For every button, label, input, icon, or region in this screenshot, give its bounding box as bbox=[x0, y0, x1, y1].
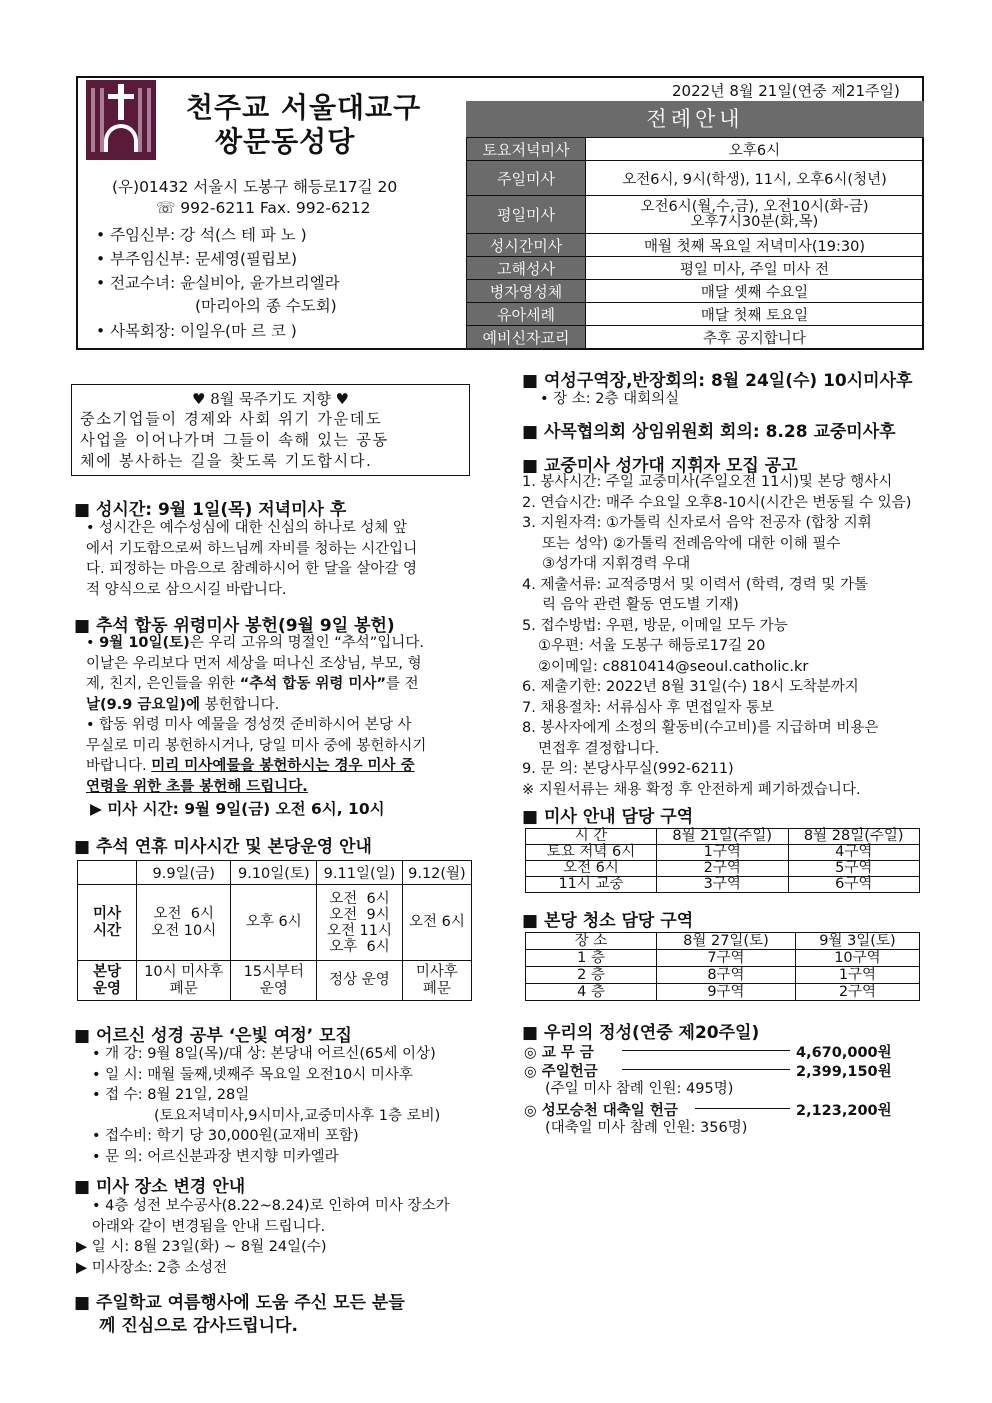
offering-amount: 4,670,000원 bbox=[796, 1045, 892, 1061]
liturgy-label: 성시간미사 bbox=[467, 234, 586, 257]
offering-label: ◎ 성모승천 대축일 헌금 bbox=[524, 1103, 678, 1119]
mass-duty-cell: 4구역 bbox=[788, 845, 920, 861]
staff-order: (마리아의 종 수도회) bbox=[195, 297, 337, 315]
cleaning-heading: ■ 본당 청소 담당 구역 bbox=[522, 911, 694, 931]
offering-note: (대축일 미사 참례 인원: 356명) bbox=[545, 1120, 748, 1136]
holiday-row-label: 본당 운영 bbox=[78, 961, 137, 1001]
holiday-cell: 오후 6시 bbox=[231, 885, 317, 961]
mass-duty-cell: 오전 6시 bbox=[526, 861, 657, 877]
liturgy-value: 오후6시 bbox=[586, 138, 924, 161]
holiday-col: 9.10일(토) bbox=[231, 861, 317, 885]
liturgy-label: 토요저녁미사 bbox=[467, 138, 586, 161]
staff-sisters: • 전교수녀: 윤실비아, 윤가브리엘라 bbox=[96, 274, 340, 292]
holiday-cell: 미사후 폐문 bbox=[402, 961, 471, 1001]
cleaning-cell: 8구역 bbox=[657, 967, 796, 984]
chuseok-mass-time: ▶ 미사 시간: 9월 9일(금) 오전 6시, 10시 bbox=[90, 800, 385, 818]
liturgy-value: 오전6시, 9시(학생), 11시, 오후6시(청년) bbox=[586, 161, 924, 196]
women-meeting-place: • 장 소: 2층 대회의실 bbox=[540, 391, 680, 407]
cleaning-col: 장 소 bbox=[526, 933, 657, 950]
mass-duty-col: 8월 21일(주일) bbox=[657, 829, 789, 845]
liturgy-label: 평일미사 bbox=[467, 196, 586, 234]
thanks-line1: ■ 주일학교 여름행사에 도움 주신 모든 분들 bbox=[74, 1293, 405, 1313]
cleaning-cell: 10구역 bbox=[795, 950, 919, 967]
cleaning-cell: 7구역 bbox=[657, 950, 796, 967]
mass-duty-col: 시 간 bbox=[526, 829, 657, 845]
cleaning-cell: 1 층 bbox=[526, 950, 657, 967]
rosary-intention-line: 사업을 이어나가며 그들이 속해 있는 공동 bbox=[80, 431, 389, 449]
mass-duty-heading: ■ 미사 안내 담당 구역 bbox=[522, 807, 694, 827]
mass-duty-cell: 6구역 bbox=[788, 877, 920, 893]
holy-hour-text: • 성시간은 예수성심에 대한 신심의 하나로 성체 앞 에서 기도함으로써 하느님께 자비를 청하는 시간입니 다. 피정하는 마음으로 참례하시어 한 달을 살아갈 영 적 양식으로 삼으시길 바랍니다. bbox=[86, 520, 418, 598]
rosary-intention-box bbox=[71, 384, 470, 476]
church-name-line1: 천주교 서울대교구 bbox=[186, 91, 422, 124]
liturgy-title: 전례안내 bbox=[466, 101, 924, 137]
choir-heading: ■ 교중미사 성가대 지휘자 모집 공고 bbox=[522, 456, 798, 476]
staff-pastor: • 주임신부: 강 석(스 테 파 노 ) bbox=[96, 226, 307, 244]
holiday-col: 9.12(월) bbox=[402, 861, 471, 885]
holiday-heading: ■ 추석 연휴 미사시간 및 본당운영 안내 bbox=[74, 837, 372, 857]
holiday-cell: 15시부터 운영 bbox=[231, 961, 317, 1001]
holiday-row-label: 미사 시간 bbox=[78, 885, 137, 961]
choir-text: 1. 봉사시간: 주일 교중미사(주일오전 11시)및 본당 행사시 2. 연습시간: 매주 수요일 오후8-10시(시간은 변동될 수 있음) 3. 지원자격: ①가톨릭 신자로서 음악 전공자 (합창 지휘 또는 성악) ②가톨릭 전례음악에 대한 이해 필수 ③성가대 지휘경력 우대 4. 제출서류: 교적증명서 및 이력서 (학력, 경력 및 가톨 릭 음악 관련 활동 연도별 기재) 5. 접수방법: 우편, 방문, 이메일 모두 가능 ①우편: 서울 도봉구 해등로17길 20 ②이메일: c8810414@seoul.catholic.kr 6. 제출기한: 2022년 8월 31일(수) 18시 도착분까지 7. 채용절차: 서류심사 후 면접일자 통보 8. 봉사자에게 소정의 활동비(수고비)를 지급하며 비용은 면접후 결정합니다. 9. 문 의: 본당사무실(992-6211) ※ 지원서류는 채용 확정 후 안전하게 폐기하겠습니다. bbox=[522, 474, 912, 798]
offering-label: ◎ 주일헌금 bbox=[524, 1064, 598, 1080]
holy-hour-heading: ■ 성시간: 9월 1일(목) 저녁미사 후 bbox=[74, 500, 347, 520]
holiday-col: 9.9일(금) bbox=[137, 861, 231, 885]
mass-duty-cell: 3구역 bbox=[657, 877, 789, 893]
offering-leader-line bbox=[622, 1069, 790, 1070]
cleaning-col: 9월 3일(토) bbox=[795, 933, 919, 950]
cleaning-cell: 2 층 bbox=[526, 967, 657, 984]
liturgy-label: 고해성사 bbox=[467, 257, 586, 280]
liturgy-value: 오전6시(월,수,금), 오전10시(화-금) 오후7시30분(화,목) bbox=[586, 196, 924, 234]
cleaning-cell: 2구역 bbox=[795, 984, 919, 1001]
liturgy-label: 병자영성체 bbox=[467, 280, 586, 303]
mass-duty-cell: 토요 저녁 6시 bbox=[526, 845, 657, 861]
cleaning-cell: 9구역 bbox=[657, 984, 796, 1001]
offering-heading: ■ 우리의 정성(연중 제20주일) bbox=[522, 1023, 760, 1043]
thanks-line2: 께 진심으로 감사드립니다. bbox=[99, 1316, 298, 1336]
liturgy-value: 평일 미사, 주일 미사 전 bbox=[586, 257, 924, 280]
chuseok-mass-text: • 9월 10일(토)은 우리 고유의 명절인 “추석”입니다. 이날은 우리보다 먼저 세상을 떠나신 조상님, 부모, 형 제, 친지, 은인들을 위한 “추석 합동 위령 미사”를 전 날(9.9 금요일)에 봉헌합니다. • 합동 위령 미사 예물을 정성껏 준비하시어 본당 사 무실로 미리 봉헌하시거나, 당일 미사 중에 봉헌하시기 바랍니다. 미리 미사예물을 봉헌하시는 경우 미사 중 연령을 위한 초를 봉헌해 드립니다. bbox=[86, 635, 427, 795]
women-meeting-heading: ■ 여성구역장,반장회의: 8월 24일(수) 10시미사후 bbox=[522, 371, 913, 391]
venue-change-text: • 4층 성전 보수공사(8.22~8.24)로 인하여 미사 장소가 아래와 같이 변경됨을 안내 드립니다. ▶ 일 시: 8월 23일(화) ~ 8월 24일(수) ▶ 미사장소: 2층 소성전 bbox=[76, 1198, 450, 1276]
liturgy-value: 추후 공지합니다 bbox=[586, 326, 924, 349]
staff-council: • 사목회장: 이일우(마 르 코 ) bbox=[96, 322, 297, 340]
council-heading: ■ 사목협의회 상임위원회 회의: 8.28 교중미사후 bbox=[522, 422, 896, 442]
liturgy-label: 유아세례 bbox=[467, 303, 586, 326]
bible-study-text: • 개 강: 9월 8일(목)/대 상: 본당내 어르신(65세 이상) • 일 시: 매월 둘째,넷째주 목요일 오전10시 미사후 • 접 수: 8월 21일, 28일 (토요저녁미사,9시미사,교중미사후 1층 로비) • 접수비: 학기 당 30,000원(교재비 포함) • 문 의: 어르신분과장 변지향 미카엘라 bbox=[92, 1046, 441, 1165]
chuseok-mass-heading: ■ 추석 합동 위령미사 봉헌(9월 9일 봉헌) bbox=[74, 616, 395, 636]
staff-assistant: • 부주임신부: 문세영(필립보) bbox=[96, 250, 298, 268]
liturgy-value: 매달 셋째 수요일 bbox=[586, 280, 924, 303]
mass-duty-cell: 5구역 bbox=[788, 861, 920, 877]
holiday-table bbox=[77, 860, 472, 1001]
mass-duty-cell: 1구역 bbox=[657, 845, 789, 861]
bulletin-date: 2022년 8월 21일(연중 제21주일) bbox=[672, 82, 900, 100]
phone: ☏ 992-6211 Fax. 992-6212 bbox=[156, 199, 371, 217]
rosary-intention-title: ♥ 8월 묵주기도 지향 ♥ bbox=[192, 390, 349, 408]
liturgy-label: 예비신자교리 bbox=[467, 326, 586, 349]
holiday-cell: 10시 미사후 폐문 bbox=[137, 961, 231, 1001]
offering-amount: 2,399,150원 bbox=[796, 1064, 892, 1080]
cleaning-table bbox=[525, 932, 920, 1001]
cleaning-cell: 4 층 bbox=[526, 984, 657, 1001]
rosary-intention-line: 중소기업들이 경제와 사회 위기 가운데도 bbox=[80, 410, 383, 428]
offering-leader-line bbox=[622, 1050, 790, 1051]
offering-leader-line bbox=[695, 1108, 790, 1109]
liturgy-value: 매월 첫째 목요일 저녁미사(19:30) bbox=[586, 234, 924, 257]
offering-amount: 2,123,200원 bbox=[796, 1103, 892, 1119]
liturgy-value: 매달 첫째 토요일 bbox=[586, 303, 924, 326]
holiday-cell: 오전 6시 오전 10시 bbox=[137, 885, 231, 961]
venue-change-heading: ■ 미사 장소 변경 안내 bbox=[74, 1177, 246, 1197]
bible-study-heading: ■ 어르신 성경 공부 ‘은빛 여정’ 모집 bbox=[74, 1026, 352, 1046]
offering-label: ◎ 교 무 금 bbox=[524, 1045, 594, 1061]
cleaning-col: 8월 27일(토) bbox=[657, 933, 796, 950]
holiday-cell: 오전 6시 bbox=[402, 885, 471, 961]
mass-duty-col: 8월 28일(주일) bbox=[788, 829, 920, 845]
liturgy-table bbox=[466, 137, 924, 349]
mass-duty-table bbox=[525, 828, 920, 893]
church-name-line2: 쌍문동성당 bbox=[215, 125, 356, 158]
holiday-cell: 정상 운영 bbox=[317, 961, 403, 1001]
mass-duty-cell: 11시 교중 bbox=[526, 877, 657, 893]
liturgy-label: 주일미사 bbox=[467, 161, 586, 196]
church-logo bbox=[86, 80, 156, 160]
cleaning-cell: 1구역 bbox=[795, 967, 919, 984]
address: (우)01432 서울시 도봉구 해등로17길 20 bbox=[112, 178, 398, 196]
offering-note: (주일 미사 참례 인원: 495명) bbox=[545, 1081, 734, 1097]
holiday-col: 9.11일(일) bbox=[317, 861, 403, 885]
rosary-intention-line: 체에 봉사하는 길을 찾도록 기도합시다. bbox=[80, 452, 373, 470]
mass-duty-cell: 2구역 bbox=[657, 861, 789, 877]
holiday-cell: 오전 6시 오전 9시 오전 11시 오후 6시 bbox=[317, 885, 403, 961]
